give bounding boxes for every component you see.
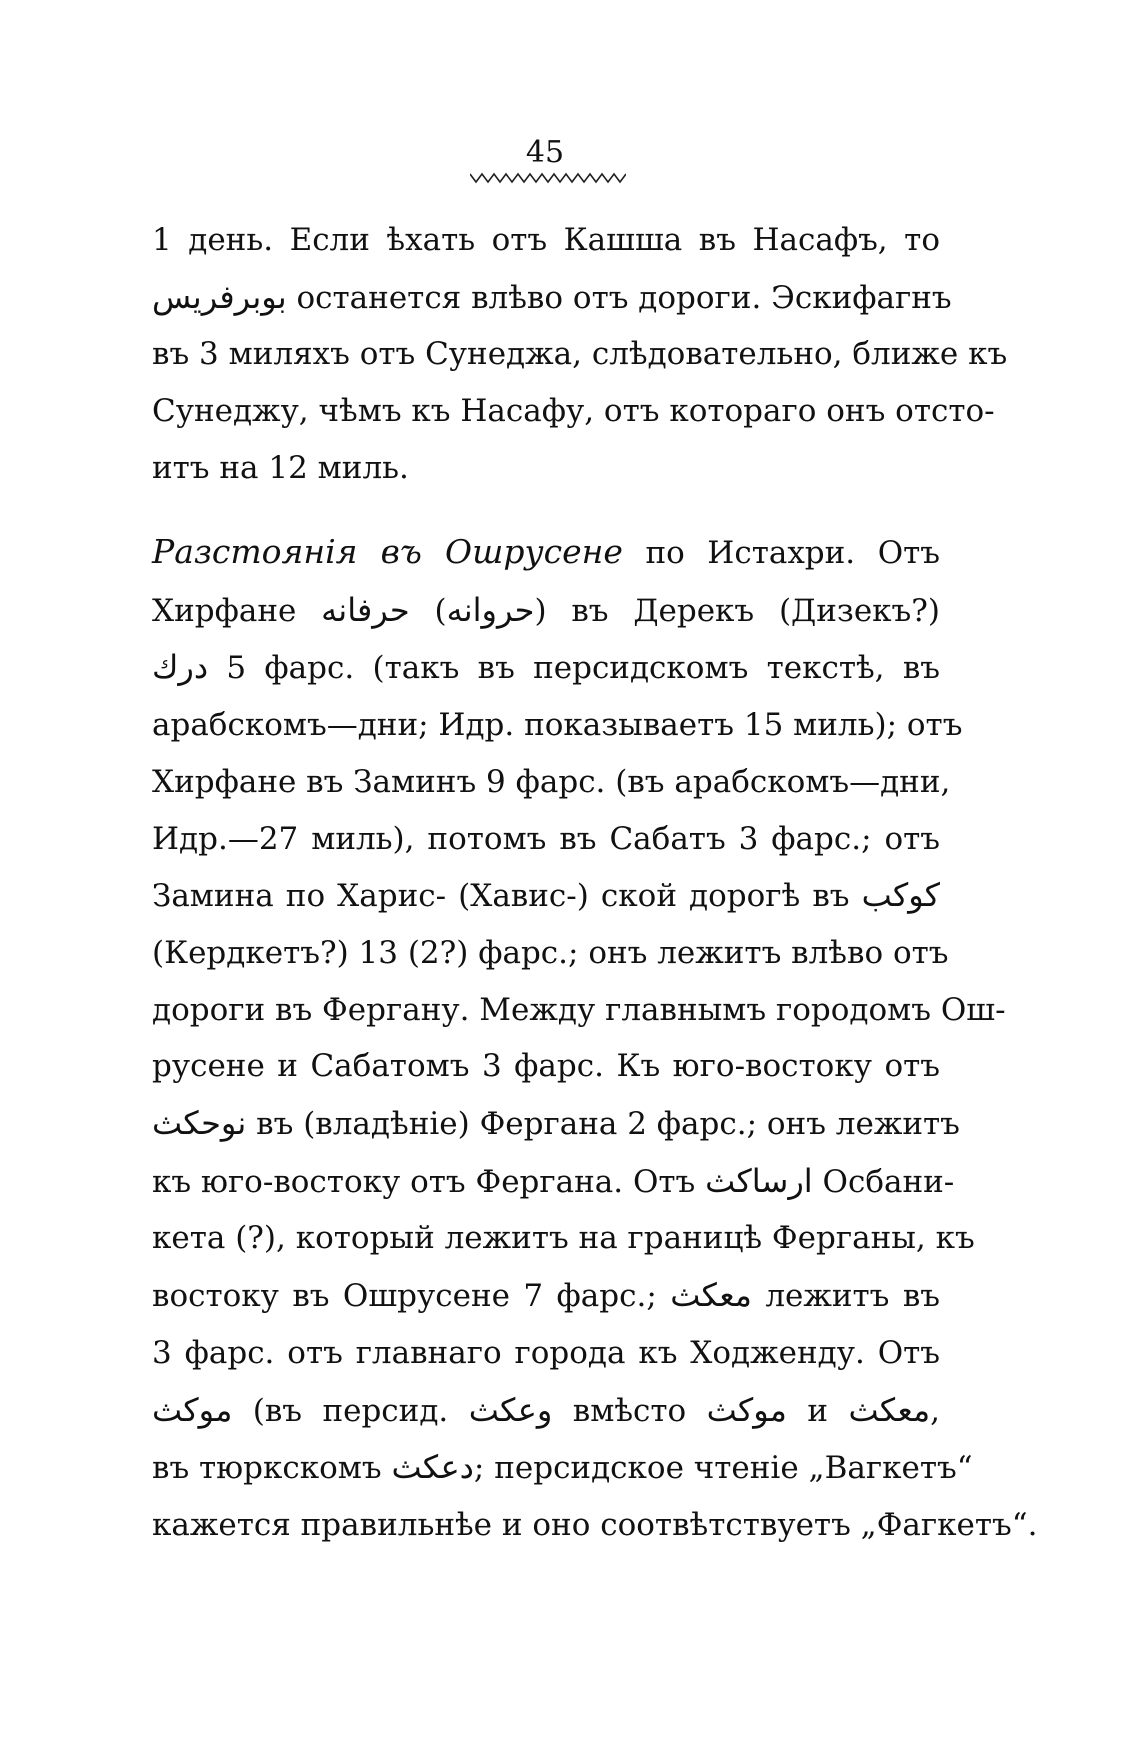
italic-heading: Разстоянія въ Ошрусене: [152, 532, 623, 571]
arabic-word: وعكث: [468, 1390, 553, 1429]
line-text: востоку въ Ошрусене 7 фарс.;: [152, 1278, 671, 1315]
line-text: ; персидское чтеніе „Вагкетъ“: [473, 1450, 973, 1487]
line-text: къ юго-востоку отъ Фергана. Отъ: [152, 1163, 706, 1200]
paragraph-2-line-6: Идр.—27 миль), потомъ въ Сабатъ 3 фарс.; отъ: [152, 820, 940, 857]
arabic-word: نوحكث: [152, 1104, 247, 1143]
paragraph-1: [152, 212, 1008, 497]
arabic-word: دعكث: [391, 1448, 474, 1487]
paragraph-2-line-9: дороги въ Фергану. Между главнымъ городомъ Ош-: [152, 991, 1006, 1028]
paragraph-2-line-15: 3 фарс. отъ главнаго города къ Ходженду. Отъ: [152, 1334, 940, 1371]
paragraph-2-line-1: [152, 524, 940, 582]
paragraph-2-line-3: [152, 639, 940, 697]
line-text: въ (владѣніе) Фергана 2 фарс.; онъ лежитъ: [246, 1106, 960, 1143]
line-text: ) въ Дерекъ (Дизекъ?): [534, 592, 940, 629]
paragraph-2-line-10: русене и Сабатомъ 3 фарс. Къ юго-востоку отъ: [152, 1048, 940, 1085]
arabic-word: كوكب: [861, 876, 940, 915]
paragraph-1-line-2: [152, 269, 952, 327]
paragraph-2-line-2: [152, 582, 940, 640]
arabic-word: معكث: [670, 1276, 752, 1315]
paragraph-2-line-8: (Кердкетъ?) 13 (2?) фарс.; онъ лежитъ влѣво отъ: [152, 934, 949, 971]
arabic-word: بوبرفريس: [152, 277, 287, 316]
line-text: лежитъ въ: [751, 1278, 941, 1315]
line-text: вмѣсто: [552, 1392, 707, 1429]
line-text: по Истахри. Отъ: [622, 535, 940, 571]
paragraph-2-line-7: [152, 867, 940, 925]
paragraph-2-line-14: [152, 1267, 940, 1325]
arabic-word: موكث: [706, 1390, 787, 1429]
paragraph-2-line-17: [152, 1439, 973, 1497]
paragraph-2-line-11: [152, 1095, 960, 1153]
line-text: (: [409, 592, 447, 629]
arabic-word: ارساكث: [705, 1161, 813, 1200]
line-text: 5 фарс. (такъ въ персидскомъ текстѣ, въ: [208, 650, 940, 687]
line-text: Замина по Харис- (Хавис-) ской дорогѣ въ: [152, 878, 862, 915]
paragraph-2: [152, 524, 1038, 1554]
arabic-word: حروانه: [446, 590, 535, 629]
line-text: (въ персид.: [232, 1392, 469, 1429]
paragraph-1-line-5: итъ на 12 миль.: [152, 449, 409, 486]
paragraph-2-line-12: [152, 1153, 955, 1211]
paragraph-2-line-5: Хирфане въ Заминъ 9 фарс. (въ арабскомъ—дни,: [152, 763, 951, 800]
arabic-word: موكث: [152, 1390, 233, 1429]
arabic-word: حرفانه: [321, 590, 410, 629]
paragraph-2-line-13: кета (?), который лежитъ на границѣ Ферганы, къ: [152, 1220, 975, 1257]
line-text: Хирфане: [152, 592, 322, 629]
paragraph-1-line-4: Сунеджу, чѣмъ къ Насафу, отъ котораго онъ отсто-: [152, 393, 995, 430]
line-text: и: [786, 1392, 849, 1429]
paragraph-2-line-18: кажется правильнѣе и оно соотвѣтствуетъ „Фагкетъ“.: [152, 1506, 1038, 1543]
paragraph-1-line-3: въ 3 миляхъ отъ Сунеджа, слѣдовательно, ближе къ: [152, 336, 1008, 373]
paragraph-2-line-4: арабскомъ—дни; Идр. показываетъ 15 миль); отъ: [152, 707, 963, 744]
line-text: Осбани-: [812, 1163, 955, 1200]
paragraph-1-line-1: 1 день. Если ѣхать отъ Кашша въ Насафъ, то: [152, 222, 940, 258]
paragraph-2-line-16: [152, 1382, 940, 1440]
line-text: ,: [930, 1392, 940, 1429]
line-text: въ тюркскомъ: [152, 1450, 392, 1487]
arabic-word: معكث: [848, 1390, 931, 1429]
page-number-ornament: [470, 172, 626, 184]
page-number: 45: [525, 135, 565, 170]
line-text: останется влѣво отъ дороги. Эскифагнъ: [286, 279, 952, 316]
arabic-word: درك: [152, 648, 209, 687]
